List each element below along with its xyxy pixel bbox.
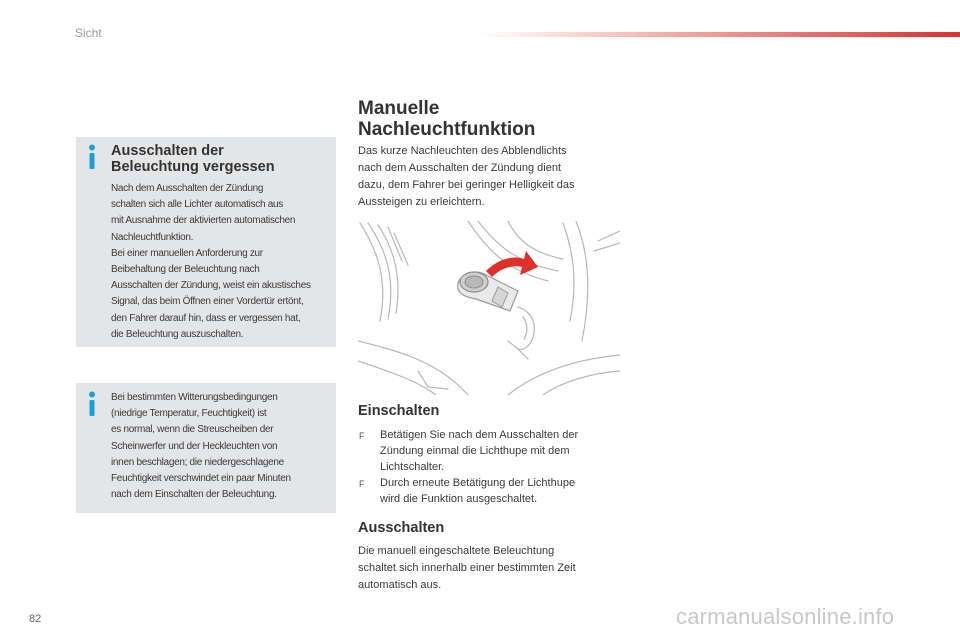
text-line: schalten sich alle Lichter automatisch aus bbox=[111, 199, 283, 211]
info-box-text bbox=[111, 390, 333, 503]
text-line: Zündung einmal die Lichthupe mit dem bbox=[380, 445, 570, 457]
section-title-switch-on: Einschalten bbox=[358, 403, 440, 419]
intro-paragraph bbox=[358, 143, 613, 211]
text-line: Betätigen Sie nach dem Ausschalten der bbox=[380, 429, 579, 441]
bullet-mark: F bbox=[359, 431, 365, 441]
text-line: Lichtschalter. bbox=[380, 461, 445, 473]
text-line: Feuchtigkeit verschwindet ein paar Minuten bbox=[111, 473, 291, 485]
text-line: Nach dem Ausschalten der Zündung bbox=[111, 183, 264, 194]
text-line: (niedrige Temperatur, Feuchtigkeit) ist bbox=[111, 408, 267, 420]
title-line: Manuelle bbox=[358, 98, 440, 119]
text-line: Aussteigen zu erleichtern. bbox=[358, 196, 485, 208]
text-line: dazu, dem Fahrer bei geringer Helligkeit das bbox=[358, 179, 575, 191]
text-line: es normal, wenn die Streuscheiben der bbox=[111, 424, 274, 436]
light-stalk-illustration bbox=[358, 221, 620, 395]
text-line: Ausschalten der Zündung, weist ein akustisches bbox=[111, 280, 311, 292]
switch-on-steps bbox=[358, 427, 618, 507]
info-box-lights-off-reminder bbox=[76, 137, 336, 347]
title-line: Ausschalten der bbox=[111, 143, 224, 159]
header-bar bbox=[478, 32, 960, 37]
section-title-switch-off: Ausschalten bbox=[358, 520, 445, 536]
text-line: nach dem Ausschalten der Zündung dient bbox=[358, 162, 562, 174]
page-number: 82 bbox=[29, 613, 42, 625]
text-line: innen beschlagen; die niedergeschlagene bbox=[111, 456, 284, 468]
text-line: Die manuell eingeschaltete Beleuchtung bbox=[358, 545, 555, 557]
info-box-text bbox=[111, 181, 333, 343]
info-box-lens-fogging bbox=[76, 383, 336, 513]
text-line: Nachleuchtfunktion. bbox=[111, 231, 194, 243]
list-item bbox=[358, 427, 618, 475]
text-line: Scheinwerfer und der Heckleuchten von bbox=[111, 440, 278, 452]
section-title-follow-me-home bbox=[358, 98, 535, 140]
text-line: Signal, das beim Öffnen einer Vordertür ertönt, bbox=[111, 296, 304, 308]
title-line: Beleuchtung vergessen bbox=[111, 159, 275, 175]
title-line: Nachleuchtfunktion bbox=[358, 119, 536, 140]
watermark: carmanualsonline.info bbox=[676, 604, 895, 629]
text-line: Beibehaltung der Beleuchtung nach bbox=[111, 264, 260, 276]
info-icon bbox=[85, 144, 99, 170]
text-line: nach dem Einschalten der Beleuchtung. bbox=[111, 489, 277, 501]
text-line: Das kurze Nachleuchten des Abblendlichts bbox=[358, 145, 567, 157]
text-line: Durch erneute Betätigung der Lichthupe bbox=[380, 477, 576, 489]
list-item bbox=[358, 475, 618, 507]
arrow-icon bbox=[486, 251, 538, 277]
info-box-title bbox=[111, 143, 326, 175]
text-line: Bei einer manuellen Anforderung zur bbox=[111, 247, 263, 259]
info-icon bbox=[85, 391, 99, 417]
text-line: den Fahrer darauf hin, dass er vergessen hat, bbox=[111, 312, 301, 324]
switch-off-paragraph bbox=[358, 543, 613, 594]
text-line: automatisch aus. bbox=[358, 579, 442, 591]
chapter-title: Sicht bbox=[75, 26, 102, 40]
bullet-mark: F bbox=[359, 479, 365, 489]
text-line: wird die Funktion ausgeschaltet. bbox=[380, 493, 538, 505]
text-line: Bei bestimmten Witterungsbedingungen bbox=[111, 392, 278, 403]
text-line: die Beleuchtung auszuschalten. bbox=[111, 328, 244, 340]
text-line: schaltet sich innerhalb einer bestimmten Zeit bbox=[358, 562, 576, 574]
text-line: mit Ausnahme der aktivierten automatischen bbox=[111, 215, 296, 227]
